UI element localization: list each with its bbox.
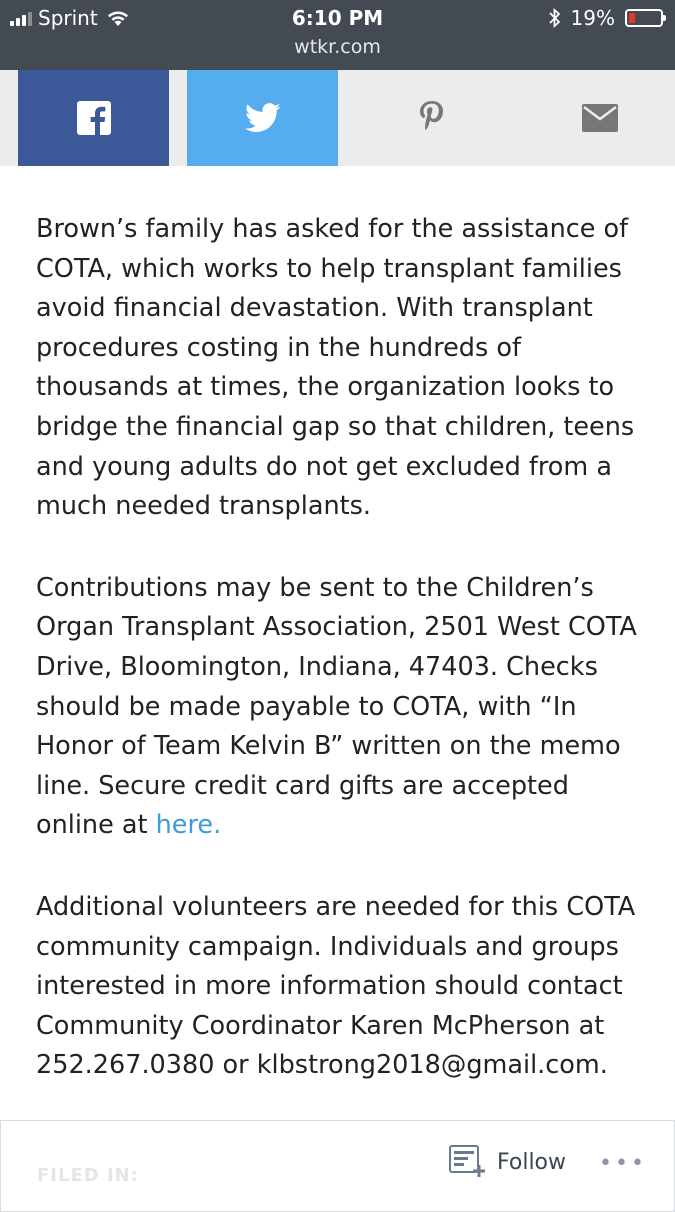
donate-online-link[interactable]: here. bbox=[155, 810, 222, 841]
follow-button[interactable] bbox=[449, 1145, 566, 1179]
follow-feed-icon bbox=[449, 1145, 487, 1179]
status-bar bbox=[0, 0, 675, 70]
clock: 6:10 PM bbox=[291, 6, 384, 30]
footer-bar bbox=[0, 1120, 675, 1212]
pinterest-share-button[interactable] bbox=[356, 70, 507, 166]
article-paragraph-2 bbox=[36, 569, 646, 846]
facebook-icon bbox=[77, 101, 111, 135]
mail-icon bbox=[582, 104, 618, 132]
url-bar[interactable]: wtkr.com bbox=[294, 36, 381, 58]
filed-in-label: FILED IN: bbox=[37, 1165, 139, 1186]
twitter-share-button[interactable] bbox=[187, 70, 338, 166]
battery-icon bbox=[625, 9, 663, 27]
pinterest-icon bbox=[417, 99, 447, 137]
bluetooth-icon bbox=[549, 8, 561, 28]
follow-label: Follow bbox=[497, 1149, 567, 1175]
article-paragraph-3: Additional volunteers are needed for this COTA community campaign. Individuals and groups interested in more information should contact Community Coordinator Karen McPherson at 252.267.0380 or klbstrong2018@gmail.com. bbox=[36, 891, 636, 1081]
paragraph-2-text: Contributions may be sent to the Children’s Organ Transplant Association, 2501 West COTA Drive, Bloomington, Indiana, 47403. Checks should be made payable to COTA, with “In Honor of Team Kelvin B” written on the memo line. Secure credit card gifts are accepted online at bbox=[36, 572, 637, 841]
share-bar bbox=[0, 70, 675, 166]
battery-level-fill bbox=[629, 13, 635, 23]
battery-percent: 19% bbox=[570, 6, 615, 30]
status-right bbox=[549, 6, 663, 30]
article-body bbox=[36, 210, 646, 1128]
more-options-button[interactable]: ••• bbox=[599, 1151, 647, 1176]
carrier-name: Sprint bbox=[38, 6, 98, 30]
email-share-button[interactable] bbox=[525, 70, 675, 166]
twitter-icon bbox=[245, 103, 281, 133]
article-paragraph-1: Brown’s family has asked for the assistance of COTA, which works to help transplant families avoid financial devastation. With transplant procedures costing in the hundreds of thousands at times, the organization looks to bridge the financial gap so that children, teens and young adults do not get excluded from a much needed transplants. bbox=[36, 214, 635, 522]
facebook-share-button[interactable] bbox=[18, 70, 169, 166]
